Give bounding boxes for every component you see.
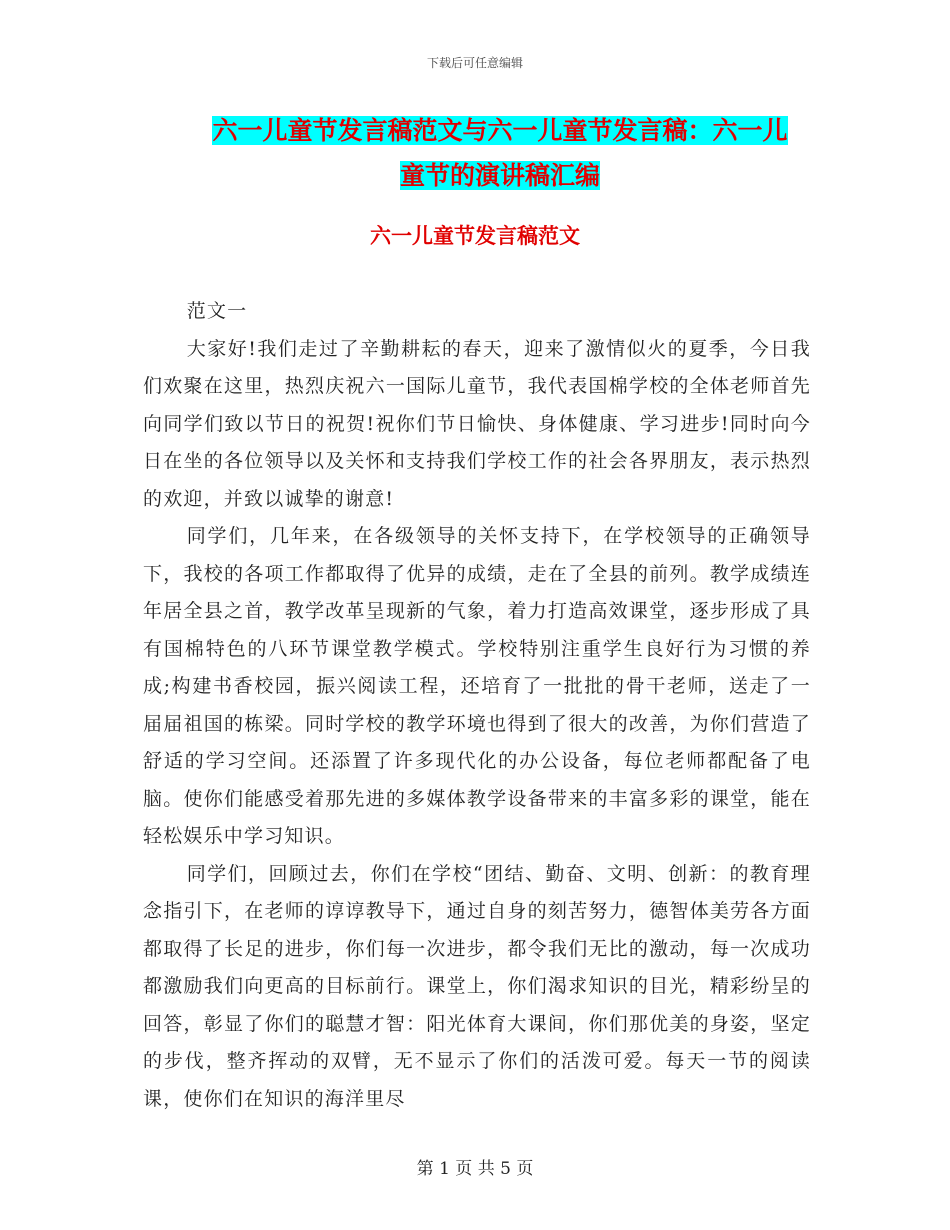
- page-footer: 第 1 页 共 5 页: [416, 1159, 534, 1179]
- section-title: 六一儿童节发言稿范文: [370, 224, 580, 248]
- main-title-line-1: 六一儿童节发言稿范文与六一儿童节发言稿：六一儿: [212, 116, 788, 145]
- main-title: [140, 108, 860, 198]
- paragraph: 大家好!我们走过了辛勤耕耘的春天，迎来了激情似火的夏季，今日我们欢聚在这里，热烈庆祝六一国际儿童节，我代表国棉学校的全体老师首先向同学们致以节日的祝贺!祝你们节日愉快、身体健康、学习进步!同时向今日在坐的各位领导以及关怀和支持我们学校工作的社会各界朋友，表示热烈的欢迎，并致以诚挚的谢意!: [143, 337, 811, 510]
- paragraph: 同学们，回顾过去，你们在学校“团结、勤奋、文明、创新：的教育理念指引下，在老师的谆谆教导下，通过自身的刻苦努力，德智体美劳各方面都取得了长足的进步，你们每一次进步，都令我们无比的激动，每一次成功都激励我们向更高的目标前行。课堂上，你们渴求知识的目光，精彩纷呈的回答，彰显了你们的聪慧才智：阳光体育大课间，你们那优美的身姿，坚定的步伐，整齐挥动的双臂，无不显示了你们的活泼可爱。每天一节的阅读课，使你们在知识的海洋里尽: [143, 862, 811, 1110]
- body-text: [143, 293, 811, 1118]
- paragraph: 同学们，几年来，在各级领导的关怀支持下，在学校领导的正确领导下，我校的各项工作都取得了优异的成绩，走在了全县的前列。教学成绩连年居全县之首，教学改革呈现新的气象，着力打造高效课堂，逐步形成了具有国棉特色的八环节课堂教学模式。学校特别注重学生良好行为习惯的养成;构建书香校园，振兴阅读工程，还培育了一批批的骨干老师，送走了一届届祖国的栋梁。同时学校的教学环境也得到了很大的改善，为你们营造了舒适的学习空间。还添置了许多现代化的办公设备，每位老师都配备了电脑。使你们能感受着那先进的多媒体教学设备带来的丰富多彩的课堂，能在轻松娱乐中学习知识。: [143, 525, 811, 847]
- main-title-line-2: 童节的演讲稿汇编: [399, 161, 600, 190]
- paragraph-label: 范文一: [186, 300, 248, 322]
- header-note: 下载后可任意编辑: [426, 56, 523, 70]
